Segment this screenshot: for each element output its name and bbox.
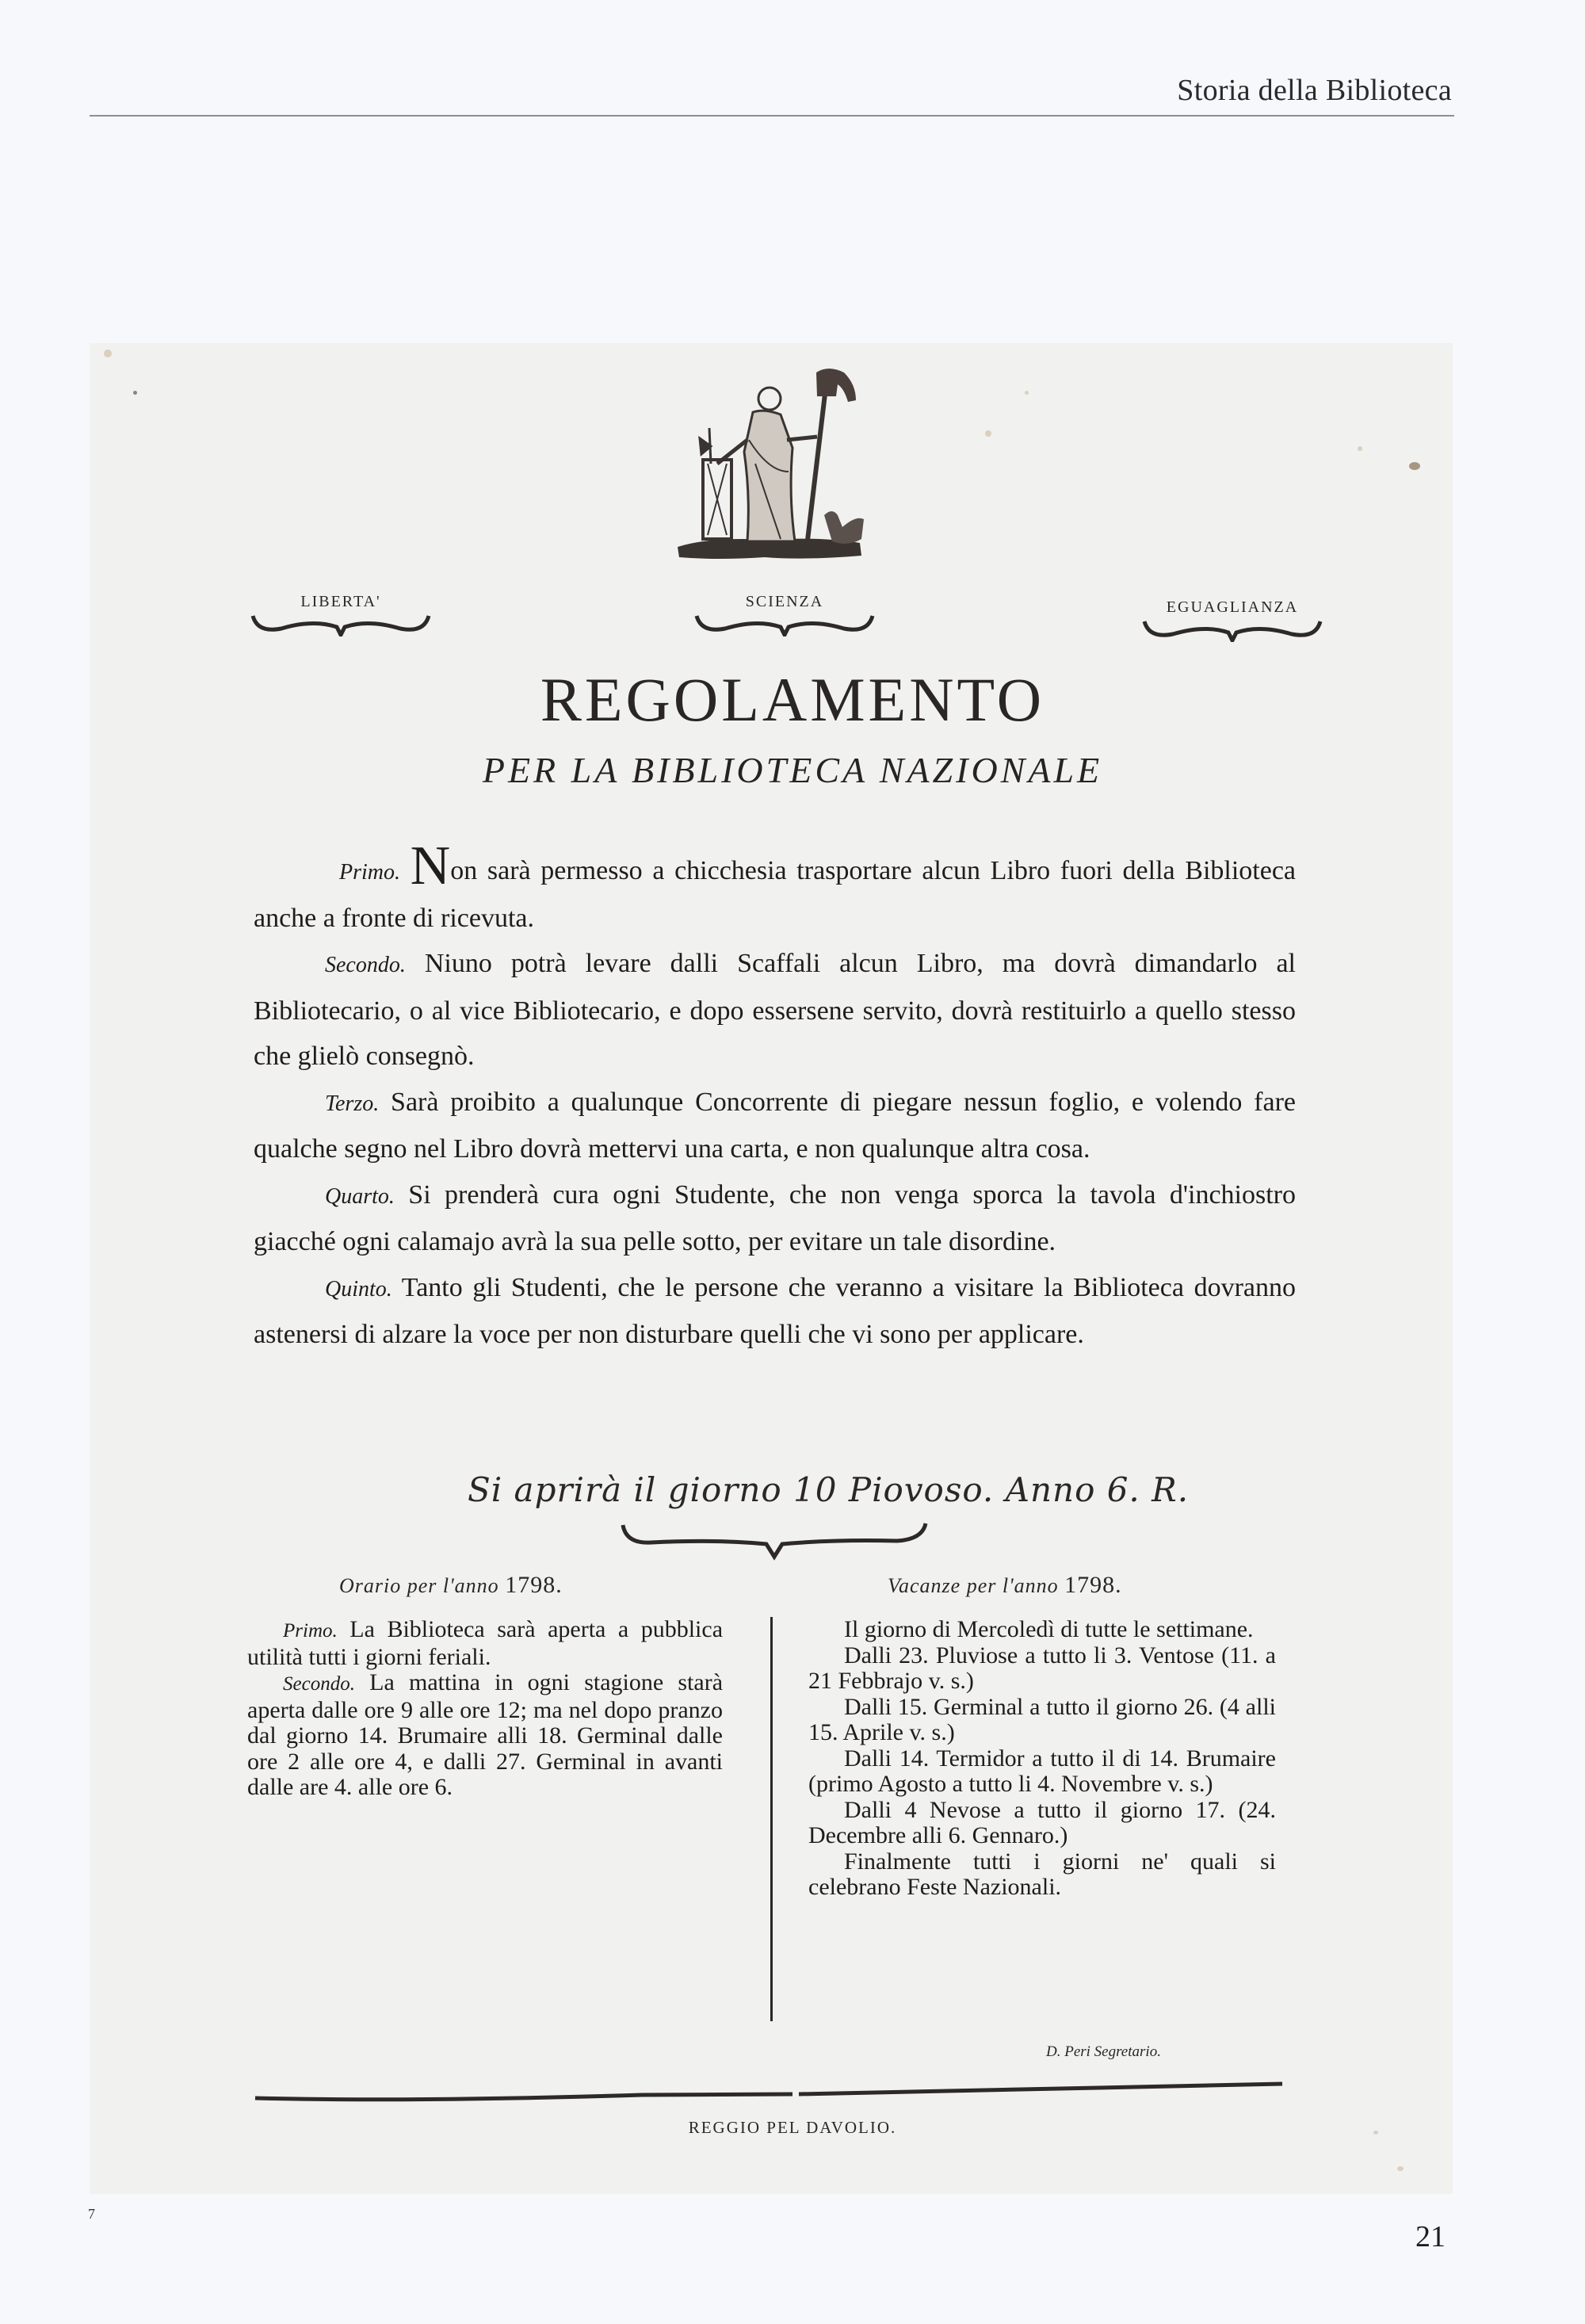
motto-scienza: SCIENZA <box>689 593 880 636</box>
liberty-emblem-icon <box>662 353 876 567</box>
drop-cap: N <box>410 835 451 896</box>
holiday-item: Dalli 23. Pluviose a tutto li 3. Ventose (11. a 21 Febbrajo v. s.) <box>808 1642 1276 1694</box>
page-number: 21 <box>1415 2220 1446 2253</box>
running-title: Storia della Biblioteca <box>1177 74 1452 107</box>
secretary-signature: D. Peri Segretario. <box>1046 2043 1161 2060</box>
bottom-rule-ornament <box>254 2081 1284 2104</box>
holiday-item: Dalli 15. Germinal a tutto il giorno 26. (4 alli 15. Aprile v. s.) <box>808 1693 1276 1745</box>
document-title: REGOLAMENTO <box>540 665 1045 734</box>
schedule-column <box>247 1617 723 1801</box>
brace-ornament-icon <box>620 1522 929 1561</box>
schedule-heading: Orario per l'anno 1798. <box>339 1572 563 1598</box>
brace-ornament-icon <box>250 613 432 636</box>
holidays-heading: Vacanze per l'anno 1798. <box>888 1572 1122 1598</box>
brace-ornament-icon <box>1141 618 1323 642</box>
handwritten-note: Si aprirà il giorno 10 Piovoso. Anno 6. R. <box>468 1470 1190 1509</box>
schedule-item: Secondo. La mattina in ogni stagione starà aperta dalle ore 9 alle ore 12; ma nel dopo pranzo dal giorno 14. Brumaire alli 18. Germinal dalle ore 2 alle ore 4, e dalli 27. Germinal in avanti dalle are 4. alle ore 6. <box>247 1669 724 1800</box>
holiday-item: Il giorno di Mercoledì di tutte le settimane. <box>844 1616 1254 1642</box>
document-subtitle: PER LA BIBLIOTECA NAZIONALE <box>482 750 1103 790</box>
holidays-column <box>808 1617 1276 1901</box>
article-quinto: Quinto. Tanto gli Studenti, che le persone che veranno a visitare la Biblioteca dovranno astenersi di alzare la voce per non disturbare quelli che vi sono per applicare. <box>254 1272 1296 1349</box>
article-quarto: Quarto. Si prenderà cura ogni Studente, che non venga sporca la tavola d'inchiostro giacché ogni calamajo avrà la sua pelle sotto, per evitare un tale disordine. <box>254 1179 1297 1256</box>
motto-eguaglianza: EGUAGLIANZA <box>1137 598 1327 642</box>
article-primo: Primo. Non sarà permesso a chicchesia trasportare alcun Libro fuori della Biblioteca anche a fronte di ricevuta. <box>254 835 1296 933</box>
holiday-item: Finalmente tutti i giorni ne' quali si celebrano Feste Nazionali. <box>808 1848 1276 1900</box>
schedule-item: Primo. La Biblioteca sarà aperta a pubblica utilità tutti i giorni feriali. <box>247 1616 724 1670</box>
article-terzo: Terzo. Sarà proibito a qualunque Concorrente di piegare nessun foglio, e volendo fare qualche segno nel Libro dovrà mettervi una carta, e non qualunque altra cosa. <box>254 1087 1296 1164</box>
regulation-articles <box>254 835 1297 1358</box>
holiday-item: Dalli 14. Termidor a tutto il di 14. Brumaire (primo Agosto a tutto li 4. Novembre v. s.) <box>808 1745 1276 1797</box>
folio-mark: 7 <box>88 2206 95 2222</box>
brace-ornament-icon <box>693 613 876 636</box>
article-secondo: Secondo. Niuno potrà levare dalli Scaffali alcun Libro, ma dovrà dimandarlo al Bibliotecario, o al vice Bibliotecario, e dopo essersene servito, dovrà restituirlo a quello stesso che glielò consegnò. <box>254 949 1297 1071</box>
column-divider <box>770 1617 773 2021</box>
motto-liberta: LIBERTA' <box>246 593 436 636</box>
holiday-item: Dalli 4 Nevose a tutto il giorno 17. (24. Decembre alli 6. Gennaro.) <box>808 1796 1276 1848</box>
printer-imprint: REGGIO PEL DAVOLIO. <box>688 2118 897 2137</box>
header-rule <box>90 115 1454 117</box>
